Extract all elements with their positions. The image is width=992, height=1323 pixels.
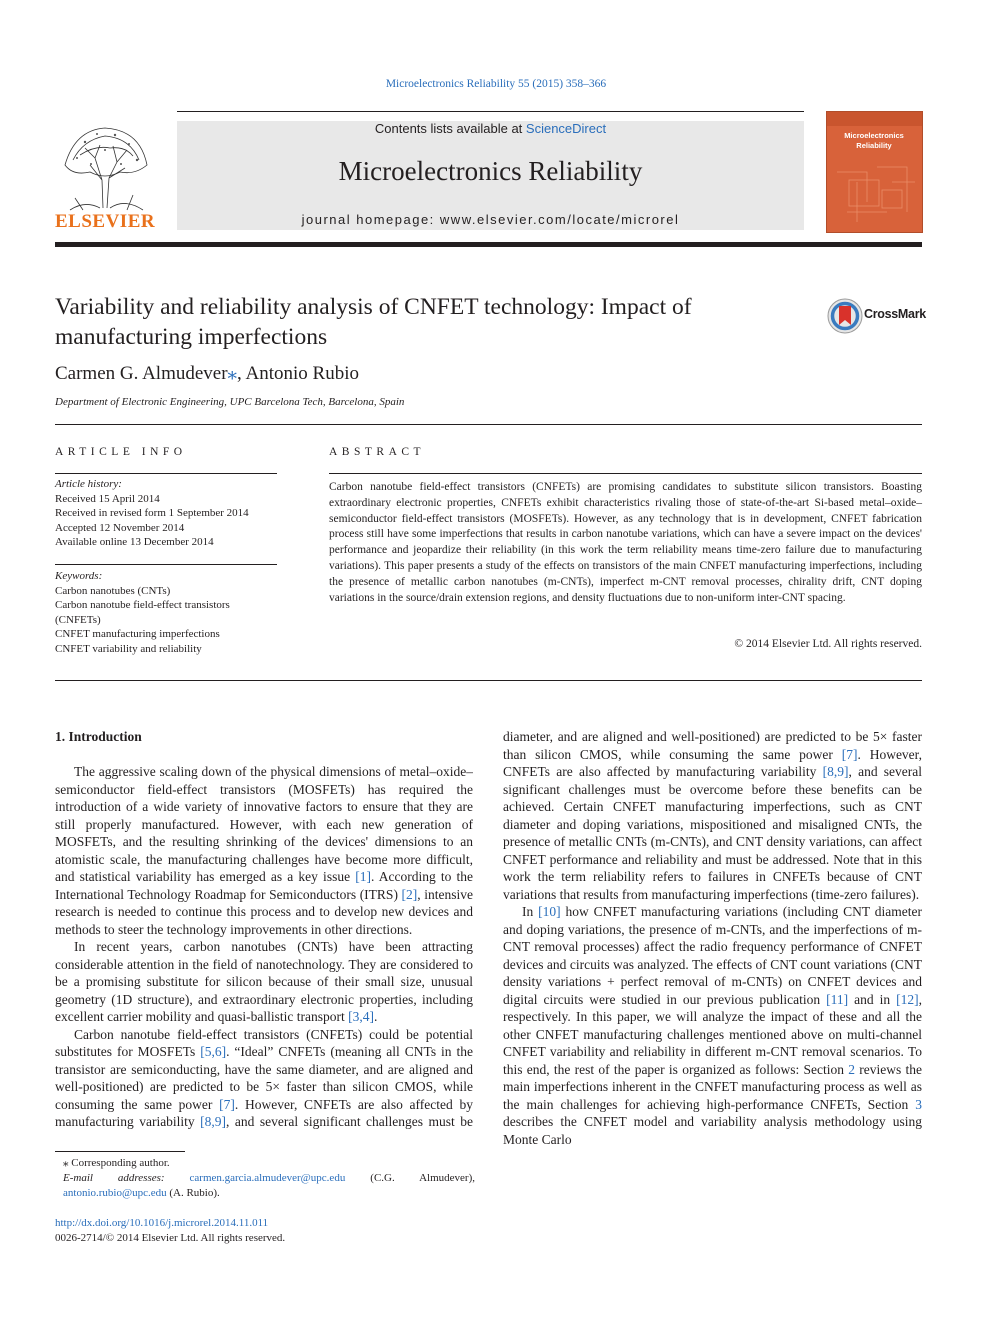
crossmark-label[interactable]: CrossMark: [864, 307, 926, 321]
history-accepted: Accepted 12 November 2014: [55, 521, 185, 534]
rule-info: [55, 473, 277, 474]
citation-link[interactable]: [7]: [219, 1096, 235, 1112]
section-link[interactable]: 3: [915, 1096, 922, 1112]
rule-abstract: [329, 473, 922, 474]
citation-link[interactable]: [7]: [841, 746, 858, 762]
citation-link[interactable]: [8,9]: [200, 1114, 227, 1129]
keyword: Carbon nanotube field-effect transistors: [55, 599, 230, 611]
article-history: Article history: Received 15 April 2014 Received in revised form 1 September 2014 Accepted 12 November 2014 Available online 13 December 2014: [55, 477, 285, 550]
journal-cover-thumbnail[interactable]: [826, 111, 923, 233]
email-link[interactable]: carmen.garcia.almudever@upc.edu: [189, 1172, 346, 1184]
abstract-copyright: © 2014 Elsevier Ltd. All rights reserved.: [734, 638, 922, 650]
rule-keywords: [55, 564, 277, 565]
crossmark-icon[interactable]: [827, 298, 863, 334]
authors: Carmen G. Almudever⁎, Antonio Rubio: [55, 363, 359, 384]
corresponding-author-note: ⁎ Corresponding author.: [63, 1157, 170, 1169]
abstract-text: Carbon nanotube field-effect transistors (CNFETs) are promising candidates to substitute silicon transistors. Boasting extraordinary electronic properties, CNFETs exhibit characteristics rivaling those of state-of-the-art Si-based metal–oxide–semiconductor field-effect transistors (MOSFETs). However, as any technology that is in development, CNFET fabrication process still have some imperfections that results in carbon nanotube variations, which can have a severe impact on the devices' performance and jeopardize their reliability (in this work the term reliability means time-zero failure due to manufacturing variations). This paper presents a study of the effects on transistors of the main CNFET manufacturing imperfections, including the presence of metallic carbon nanotubes (m-CNTs), imperfect m-CNT removal processes, chirality drift, CNT doping variations in the source/drain extension regions, and density fluctuations due to non-uniform inter-CNT spacing.: [329, 481, 922, 604]
header-bottom-rule: [55, 242, 922, 247]
article-info-heading: ARTICLE INFO: [55, 446, 187, 458]
citation-link[interactable]: [12]: [896, 991, 919, 1007]
history-revised: Received in revised form 1 September 2014: [55, 507, 249, 519]
keyword: (CNFETs): [55, 613, 101, 626]
citation-link[interactable]: [3,4]: [348, 1009, 375, 1024]
journal-homepage: journal homepage: www.elsevier.com/locate/microrel: [301, 212, 680, 227]
footnote: [55, 1156, 475, 1201]
section-heading: 1. Introduction: [55, 729, 142, 744]
citation-link[interactable]: [10]: [538, 904, 561, 919]
history-online: Available online 13 December 2014: [55, 536, 214, 548]
header-top-rule: [177, 111, 804, 112]
keywords: Keywords: Carbon nanotubes (CNTs) Carbon nanotube field-effect transistors (CNFETs) CNFET manufacturing imperfections CNFET variability and reliability: [55, 569, 285, 656]
email-addresses: E-mail addresses: carmen.garcia.almudever@upc.edu (C.G. Almudever), antonio.rubio@upc.edu (A. Rubio).: [63, 1172, 475, 1199]
citation-link[interactable]: [11]: [826, 991, 849, 1007]
article-title: Variability and reliability analysis of CNFET technology: Impact of manufacturing imperfections: [55, 294, 692, 350]
author-1: Carmen G. Almudever: [55, 363, 228, 384]
affiliation: Department of Electronic Engineering, UPC Barcelona Tech, Barcelona, Spain: [55, 396, 405, 408]
citation-link[interactable]: [1]: [355, 869, 371, 884]
running-head[interactable]: Microelectronics Reliability 55 (2015) 358–366: [385, 78, 607, 90]
abstract-heading: ABSTRACT: [329, 446, 426, 458]
body-column-right-text: [503, 728, 922, 1203]
footnote-rule: [55, 1151, 185, 1152]
sciencedirect-link[interactable]: ScienceDirect: [525, 121, 607, 136]
author-2: Antonio Rubio: [245, 363, 359, 384]
email-link[interactable]: antonio.rubio@upc.edu: [63, 1187, 167, 1199]
cover-pattern: [827, 112, 922, 232]
paragraph: In [10] how CNFET manufacturing variations (including CNT diameter and doping variations, the presence of m-CNTs, and the imperfections of m-CNT removal processes) affect the radio frequency performance of CNFET devices and circuits was analyzed. The effects of CNT count variations (CNT density variations + perfect removal of m-CNTs) on CNFET devices and digital circuits were studied in our previous publication [11] and in [12], respectively. In this paper, we will analyze the impact of these and all the other CNFET manufacturing challenges mentioned above on multi-channel CNFET variability and reliability in different m-CNT removal scenarios. To this end, the rest of the paper is organized as follows: Section 2 reviews the main imperfections inherent in the CNFET manufacturing process as well as the main challenges for achieving high-performance CNFETs, Section 3 describes the CNFET model and variability analysis methodology using Monte Carlo: [503, 904, 922, 1147]
corresponding-mark[interactable]: ⁎: [227, 363, 238, 384]
citation-link[interactable]: [5,6]: [200, 1044, 227, 1059]
history-received: Received 15 April 2014: [55, 492, 160, 505]
paragraph: In recent years, carbon nanotubes (CNTs) have been attracting considerable attention in the field of nanotechnology. They are considered to be a promising substitute for silicon because of their small size, unusual geometry (1D structure), and extraordinary electronic properties, including excellent carrier mobility and quasi-ballistic transport [3,4].: [55, 939, 473, 1024]
paragraph-continued: diameter, and are aligned and well-positioned) are predicted to be 5× faster than silicon CMOS, while consuming the same power [7]. However, CNFETs are also affected by manufacturing variability [8,9], and several significant challenges must be overcome before these benefits can be achieved. Certain CNFET manufacturing imperfections, such as CNT diameter and doping variations, mispositioned and misaligned CNTs, the presence of metallic CNTs (m-CNTs), and CNT density variations, can affect CNFET performance and reliability and must be addressed. Note that in this work the term reliability refers to failures in CNFETs because of CNT variations that results from manufacturing imperfections (time-zero failures).: [503, 729, 922, 902]
keyword: Carbon nanotubes (CNTs): [55, 584, 171, 597]
keyword: CNFET variability and reliability: [55, 642, 202, 655]
citation-link[interactable]: [8,9]: [822, 764, 849, 779]
cover-title: Microelectronics Reliability: [844, 131, 904, 150]
contents-line: Contents lists available at ScienceDirect: [374, 121, 607, 136]
keyword: CNFET manufacturing imperfections: [55, 628, 220, 640]
doi-link[interactable]: http://dx.doi.org/10.1016/j.microrel.2014.11.011: [55, 1217, 269, 1229]
rule-below-abstract: [55, 680, 922, 681]
rule-above-info: [55, 424, 922, 425]
homepage-link[interactable]: www.elsevier.com/locate/microrel: [439, 212, 680, 227]
paragraph: Carbon nanotube field-effect transistors (CNFETs) could be potential substitutes for MOSFETs [5,6]. “Ideal” CNFETs (meaning all CNTs in the transistor are semiconducting, have the same diameter, and are aligned and well-positioned) are predicted to be 5× faster than silicon CMOS, while consuming the same power [7]. However, CNFETs are also affected by manufacturing variability [8,9], and several significant challenges must be: [55, 1026, 473, 1129]
citation-link[interactable]: [2]: [401, 886, 418, 902]
section-link[interactable]: 2: [848, 1061, 855, 1077]
paragraph: The aggressive scaling down of the physical dimensions of metal–oxide–semiconductor field-effect transistors (MOSFETs) has required the introduction of a wide variety of innovative factors to ensure that they are still properly manufactured. However, with each new generation of MOSFETs, and the resulting shrinking of the devices' dimensions to an atomistic scale, the manufacturing challenges have become more difficult, and statistical variability has emerged as a key issue [1]. According to the International Technology Roadmap for Semiconductors (ITRS) [2], intensive research is needed to continue this process and to develop new devices and methods to steer the technology improvements in other directions.: [55, 764, 473, 937]
journal-name: Microelectronics Reliability: [338, 156, 643, 186]
body-column-left: [55, 763, 473, 1133]
issn-line: 0026-2714/© 2014 Elsevier Ltd. All rights reserved.: [55, 1232, 286, 1244]
elsevier-wordmark: ELSEVIER: [55, 211, 156, 232]
